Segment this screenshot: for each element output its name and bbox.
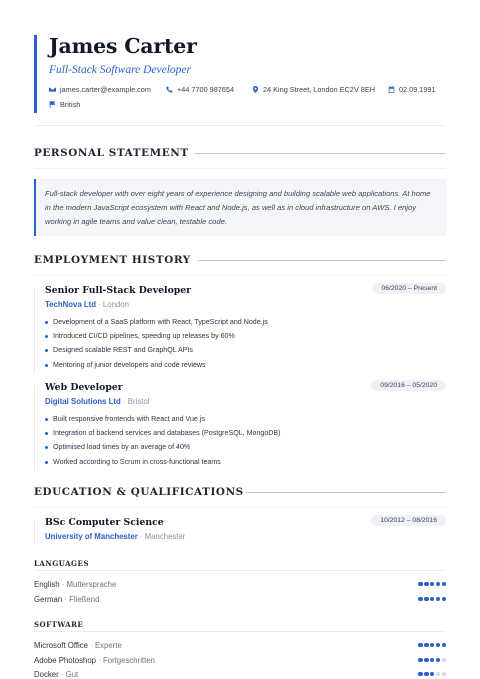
section-underline	[34, 168, 446, 169]
skill-level: Muttersprache	[66, 580, 117, 589]
rating-dot-filled	[424, 672, 428, 676]
job-title: Senior Full-Stack Developer	[45, 285, 192, 296]
contact-birthdate-text: 02.09.1991	[399, 85, 436, 94]
section-title-education: EDUCATION & QUALIFICATIONS	[34, 486, 244, 498]
subsection-divider	[34, 631, 446, 632]
date-badge: 09/2016 – 05/2020	[371, 380, 446, 391]
list-item: Mentoring of junior developers and code reviews	[45, 362, 268, 376]
school-line	[45, 532, 185, 541]
section-title-statement: PERSONAL STATEMENT	[34, 147, 189, 159]
rating-dot-filled	[436, 658, 440, 662]
contact-email[interactable]	[49, 85, 151, 94]
job-company-line	[45, 397, 149, 406]
rating-dot-filled	[424, 658, 428, 662]
subsection-title-software: SOFTWARE	[34, 620, 84, 629]
company-name: Digital Solutions Ltd	[45, 397, 121, 406]
skill-name: Docker	[34, 670, 59, 679]
school-name: University of Manchester	[45, 532, 138, 541]
rating-dot-filled	[418, 597, 422, 601]
skill-row	[34, 641, 446, 651]
contact-address-text: 24 King Street, London EC2V 8EH	[263, 85, 375, 94]
separator: ·	[59, 580, 67, 589]
location-pin-icon	[252, 86, 259, 93]
contact-nationality-text: British	[60, 100, 81, 109]
candidate-role: Full-Stack Software Developer	[49, 64, 192, 76]
header-accent-bar	[34, 35, 37, 113]
skill-row	[34, 670, 446, 679]
candidate-name: James Carter	[49, 34, 197, 58]
skill-level: Experte	[94, 641, 122, 650]
header-divider	[34, 125, 446, 126]
rating-dots	[417, 672, 446, 676]
rating-dot-filled	[424, 643, 428, 647]
resume-header	[34, 33, 446, 115]
separator: ·	[95, 300, 103, 309]
rating-dot-empty	[442, 672, 446, 676]
rating-dot-filled	[442, 582, 446, 586]
rating-dot-filled	[430, 582, 434, 586]
rating-dot-filled	[418, 672, 422, 676]
contact-phone-text: +44 7700 987654	[177, 85, 235, 94]
job-title: Web Developer	[45, 382, 123, 393]
list-item: Integration of backend services and databases (PostgreSQL, MongoDB)	[45, 430, 281, 444]
section-rule	[198, 260, 446, 261]
contact-email-text: james.carter@example.com	[60, 85, 151, 94]
date-badge: 10/2012 – 08/2016	[371, 515, 446, 526]
rating-dot-filled	[418, 582, 422, 586]
rating-dots	[417, 597, 446, 601]
subsection-title-languages: LANGUAGES	[34, 559, 89, 568]
education-entry	[34, 517, 446, 543]
rating-dot-filled	[436, 597, 440, 601]
job-company-line	[45, 300, 129, 309]
job-timeline-line	[34, 385, 35, 471]
rating-dot-filled	[424, 597, 428, 601]
education-timeline-line	[34, 520, 35, 544]
section-underline	[34, 507, 446, 508]
separator: ·	[58, 670, 66, 679]
skill-name: German	[34, 595, 63, 604]
list-item: Introduced CI/CD pipelines, speeding up releases by 60%	[45, 333, 268, 347]
list-item: Built responsive frontends with React and Vue.js	[45, 416, 281, 430]
job-timeline-line	[34, 288, 35, 374]
rating-dots	[417, 643, 446, 647]
separator: ·	[96, 656, 103, 665]
company-name: TechNova Ltd	[45, 300, 96, 309]
job-bullets	[45, 319, 268, 376]
skill-level: Gut	[65, 670, 79, 679]
rating-dot-empty	[442, 658, 446, 662]
rating-dot-filled	[442, 643, 446, 647]
skill-name: Adobe Photoshop	[34, 656, 96, 665]
contact-nationality	[49, 100, 80, 109]
list-item: Designed scalable REST and GraphQL APIs	[45, 347, 268, 361]
section-rule	[246, 492, 446, 493]
flag-icon	[49, 101, 56, 108]
company-location: Bristol	[127, 397, 150, 406]
rating-dot-filled	[418, 658, 422, 662]
calendar-icon	[388, 86, 395, 93]
contact-phone[interactable]	[166, 85, 234, 94]
phone-icon	[166, 86, 173, 93]
separator: ·	[137, 532, 145, 541]
section-rule	[194, 153, 446, 154]
skill-row	[34, 656, 446, 666]
separator: ·	[62, 595, 70, 604]
rating-dots	[417, 582, 446, 586]
skill-row	[34, 580, 446, 590]
separator: ·	[88, 641, 95, 650]
company-location: London	[102, 300, 129, 309]
skill-row	[34, 595, 446, 605]
separator: ·	[120, 397, 128, 406]
list-item: Development of a SaaS platform with React, TypeScript and Node.js	[45, 319, 268, 333]
rating-dot-filled	[418, 643, 422, 647]
list-item: Worked according to Scrum in cross-functional teams	[45, 459, 281, 473]
section-underline	[34, 275, 446, 276]
section-title-employment: EMPLOYMENT HISTORY	[34, 254, 191, 266]
skill-level: Fortgeschritten	[102, 656, 155, 665]
statement-box	[34, 179, 446, 236]
rating-dot-filled	[442, 597, 446, 601]
rating-dot-filled	[430, 597, 434, 601]
school-location: Manchester	[144, 532, 186, 541]
statement-text: Full-stack developer with over eight years of experience designing and building scalable web applications. At home in the modern JavaScript ecosystem with React and Node.js, as well as in cloud infrastructure on AWS. I enjoy working in agile teams and value clean, testable code.	[45, 189, 431, 226]
rating-dot-filled	[430, 672, 434, 676]
degree-title: BSc Computer Science	[45, 517, 164, 528]
rating-dot-filled	[430, 658, 434, 662]
subsection-divider	[34, 570, 446, 571]
skill-level: Fließend	[69, 595, 100, 604]
list-item: Optimised load times by an average of 40%	[45, 444, 281, 458]
job-entry	[34, 285, 446, 375]
job-bullets	[45, 416, 281, 473]
rating-dot-filled	[436, 643, 440, 647]
rating-dot-filled	[430, 643, 434, 647]
rating-dot-filled	[436, 582, 440, 586]
contact-birthdate	[388, 85, 436, 94]
rating-dot-filled	[424, 582, 428, 586]
rating-dot-empty	[436, 672, 440, 676]
mail-icon	[49, 86, 56, 93]
contact-address	[252, 85, 375, 94]
job-entry	[34, 382, 446, 472]
skill-name: English	[34, 580, 60, 589]
rating-dots	[417, 658, 446, 662]
skill-name: Microsoft Office	[34, 641, 89, 650]
date-badge: 06/2020 – Present	[372, 283, 446, 294]
